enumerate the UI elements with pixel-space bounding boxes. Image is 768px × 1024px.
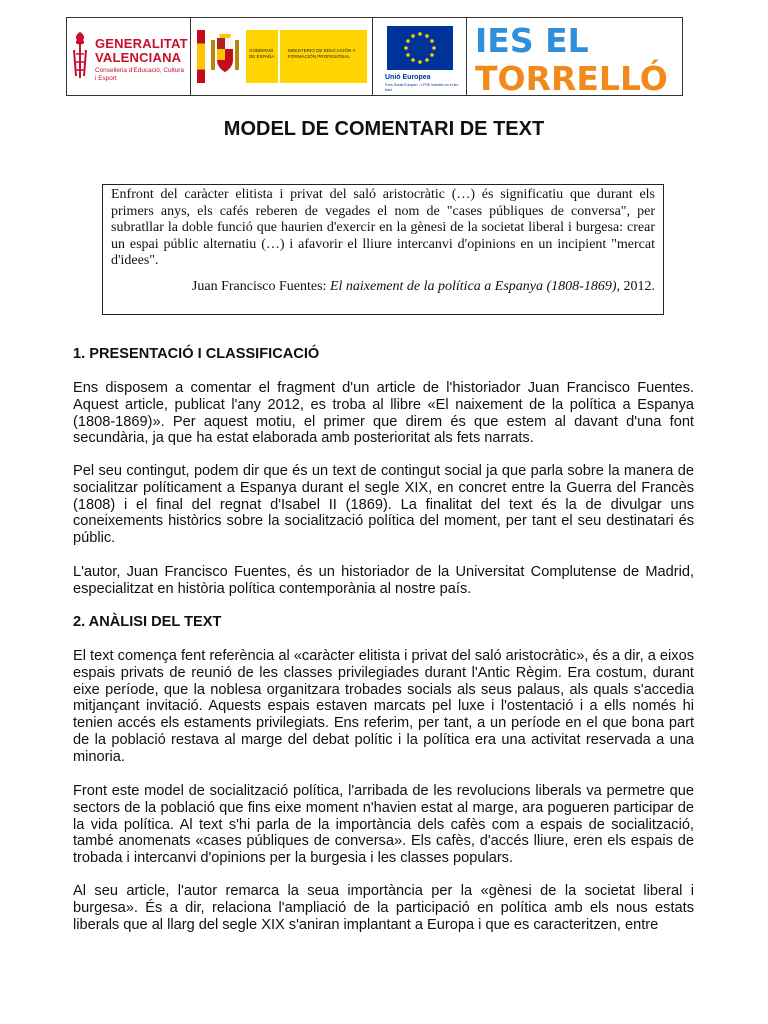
quote-box xyxy=(102,184,664,315)
quote-text: Enfront del caràcter elitista i privat del saló aristocràtic (…) és significatiu que durant els primers anys, els cafés reberen de vegades el nom de "cases públiques de conversa", per subratllar la doble funció que haurien d'exercir en la gènesi de la societat liberal i burgesa: crear un espai públic alternatiu (…) i afavorir el lliure intercanvi d'opinions en un incipient "mercat d'idees". xyxy=(111,187,655,269)
eu-logo xyxy=(373,18,467,95)
logo-header xyxy=(66,17,683,96)
generalitat-name-2: VALENCIANA xyxy=(95,49,182,65)
ies-el-torrello-logo xyxy=(473,20,679,94)
generalitat-department: Conselleria d'Educació, Cultura i Esport xyxy=(95,67,184,82)
section-1-paragraph-1: Ens disposem a comentar el fragment d'un article de l'historiador Juan Francisco Fuentes. Aquest article, publicat l'any 2012, es troba al llibre «El naixement de la política a Espanya (1808-1869)». Per aquest motiu, el primer que direm és que estem al davant d'una font secundària, ja que ha estat elaborada amb posterioritat als fets narrats. xyxy=(73,380,694,447)
section-2-paragraph-2: Front este model de socialització política, l'arribada de les revolucions liberals va permetre que sectors de la població que fins eixe moment n'havien estat al marge, ara pogueren participar de la vida política. Al text s'hi parla de la importància dels cafès com a espais de socialització, també anomenats «cases públiques de conversa». Els cafès, d'accés lliure, eren els espais de trobada i intercanvi d'opinions per la burgesia i les classes populars. xyxy=(73,783,694,867)
school-name-line2: TORRELLÓ xyxy=(475,59,668,94)
school-name-line1: IES EL xyxy=(475,21,589,60)
ministerio-label: MINISTERIO DE EDUCACIÓN Y FORMACIÓN PROFESIONAL xyxy=(280,30,367,83)
page-title: MODEL DE COMENTARI DE TEXT xyxy=(223,118,545,140)
generalitat-name-1: GENERALITAT xyxy=(95,36,188,51)
quote-source xyxy=(111,279,655,296)
eu-name: Unió Europea xyxy=(385,74,431,81)
quote-author: Juan Francisco Fuentes: xyxy=(191,278,327,294)
section-2-paragraph-1: El text comença fent referència al «caràcter elitista i privat del saló aristocràtic», és a dir, a eixos espais privats de reunió de les classes privilegiades durant l'Antic Règim. Era costum, durant eixe període, que la noblesa organitzara trobades socials als seus palaus, als quals s'accedia mitjançant invitació. Aquests espais estaven marcats pel luxe i l'ostentació i a ells només hi tenien accés els estaments privilegiats. Ens referim, per tant, a un període en el que bona part de la població restava al marge del debat polític i la política era una activitat reservada a una minoria. xyxy=(73,648,694,765)
section-heading-1: 1. PRESENTACIÓ I CLASSIFICACIÓ xyxy=(73,346,320,362)
eu-flag-icon xyxy=(387,26,453,70)
eu-fund-label: Fons Social Europeu · L'FSE inverteix en el teu futur xyxy=(385,83,459,92)
school-logo xyxy=(467,18,682,95)
spain-flag-icon xyxy=(197,30,205,83)
ministerio-logo xyxy=(191,18,373,95)
generalitat-logo xyxy=(67,18,191,95)
quote-year: , 2012. xyxy=(616,278,655,294)
section-heading-2: 2. ANÀLISI DEL TEXT xyxy=(73,614,222,630)
section-1-paragraph-3: L'autor, Juan Francisco Fuentes, és un historiador de la Universitat Complutense de Madrid, especialitzat en història política contemporània al nostre país. xyxy=(73,564,694,597)
section-2-paragraph-3: Al seu article, l'autor remarca la seua importància per la «gènesi de la societat liberal i burgesa». És a dir, relaciona l'ampliació de la participació en política amb els nous estats liberals que al llarg del segle XIX s'aniran implantant a Europa i que es caracteritzen, entre xyxy=(73,883,694,933)
gobierno-label: GOBIERNO DE ESPAÑA xyxy=(246,30,278,83)
spain-coat-of-arms-icon xyxy=(208,34,242,78)
quote-work: El naixement de la política a Espanya (1808-1869) xyxy=(329,278,617,294)
section-1-paragraph-2: Pel seu contingut, podem dir que és un text de contingut social ja que parla sobre la manera de socialitzar políticament a Espanya durant el segle XIX, en concret entre la Guerra del Francès (1808) i el final del regnat d'Isabel II (1869). La finalitat del text és la de divulgar uns coneixements històrics sobre la socialització política del moment, per tant el seu destinatari és públic. xyxy=(73,463,694,547)
generalitat-emblem-icon xyxy=(73,30,87,80)
